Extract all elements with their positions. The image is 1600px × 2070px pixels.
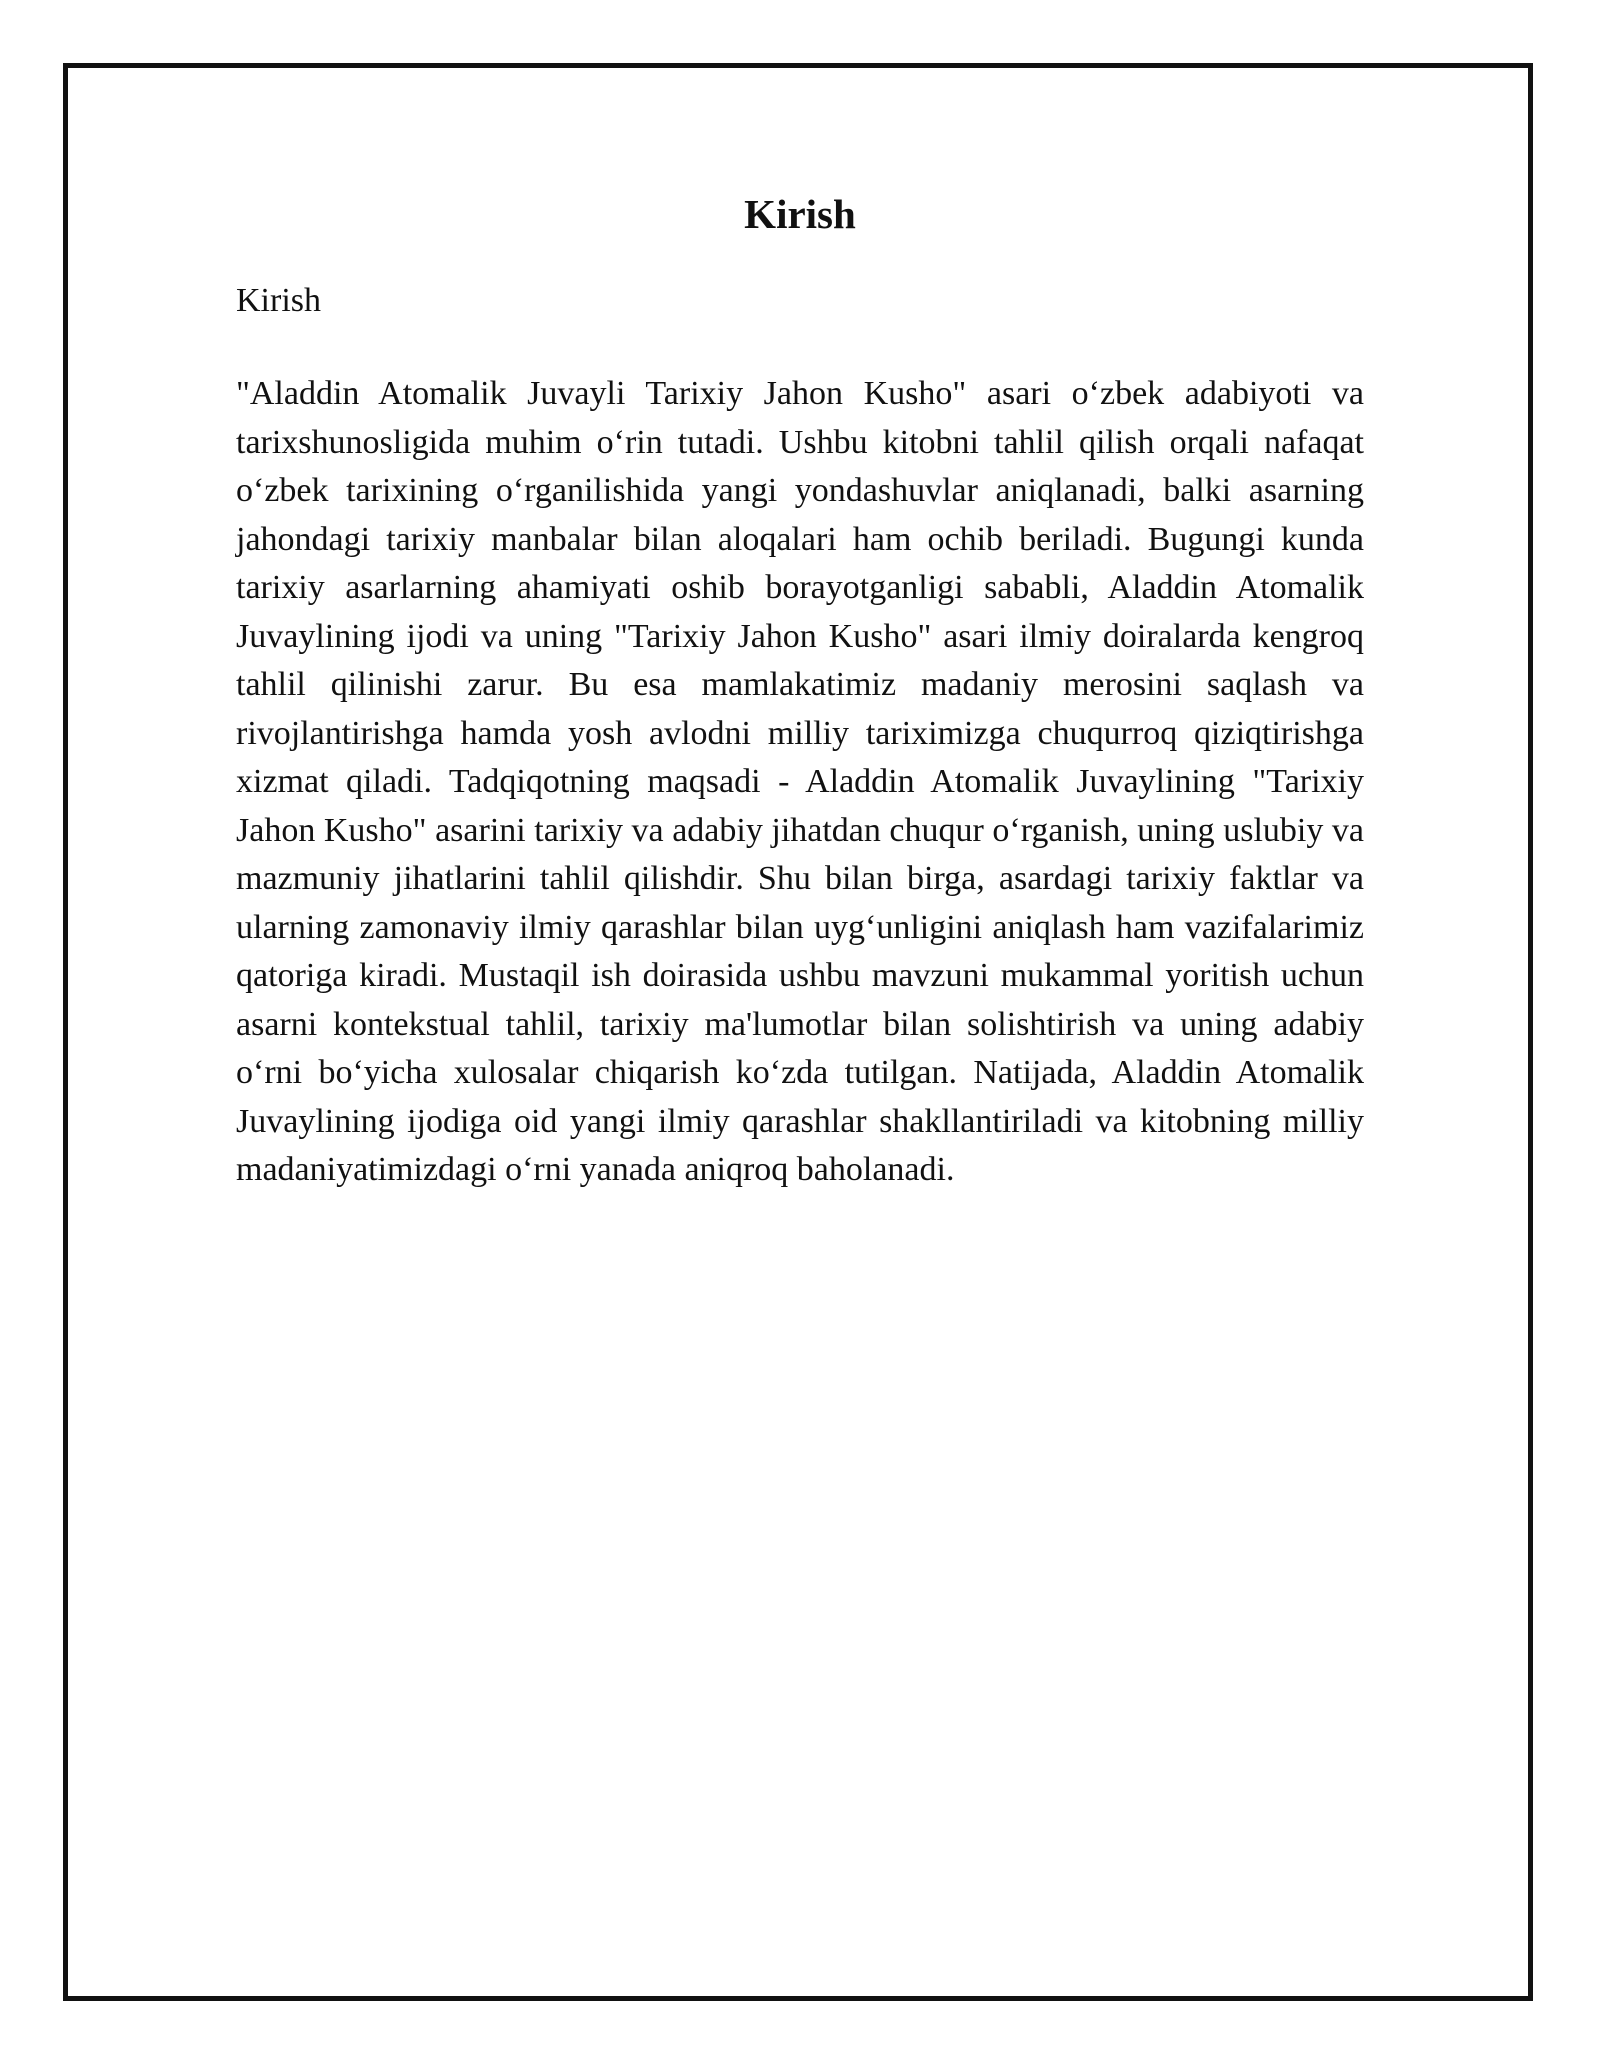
body-paragraph: "Aladdin Atomalik Juvayli Tarixiy Jahon Kusho" asari o‘zbek adabiyoti va tarixshunosligida muhim o‘rin tutadi. Ushbu kitobni tahlil qilish orqali nafaqat o‘zbek tarixining o‘rganilishida yangi yondashuvlar aniqlanadi, balki asarning jahondagi tarixiy manbalar bilan aloqalari ham ochib beriladi. Bugungi kunda tarixiy asarlarning ahamiyati oshib borayotganligi sababli, Aladdin Atomalik Juvaylining ijodi va uning "Tarixiy Jahon Kusho" asari ilmiy doiralarda kengroq tahlil qilinishi zarur. Bu esa mamlakatimiz madaniy merosini saqlash va rivojlantirishga hamda yosh avlodni milliy tariximizga chuqurroq qiziqtirishga xizmat qiladi. Tadqiqotning maqsadi - Aladdin Atomalik Juvaylining "Tarixiy Jahon Kusho" asarini tarixiy va adabiy jihatdan chuqur o‘rganish, uning uslubiy va mazmuniy jihatlarini tahlil qilishdir. Shu bilan birga, asardagi tarixiy faktlar va ularning zamonaviy ilmiy qarashlar bilan uyg‘unligini aniqlash ham vazifalarimiz qatoriga kiradi. Mustaqil ish doirasida ushbu mavzuni mukammal yoritish uchun asarni kontekstual tahlil, tarixiy ma'lumotlar bilan solishtirish va uning adabiy o‘rni bo‘yicha xulosalar chiqarish ko‘zda tutilgan. Natijada, Aladdin Atomalik Juvaylining ijodiga oid yangi ilmiy qarashlar shakllantiriladi va kitobning milliy madaniyatimizdagi o‘rni yanada aniqroq baholanadi. [236, 375, 1364, 1188]
page-title: Kirish [744, 191, 856, 237]
section-subheading: Kirish [236, 282, 321, 319]
document-content [236, 190, 1364, 1195]
